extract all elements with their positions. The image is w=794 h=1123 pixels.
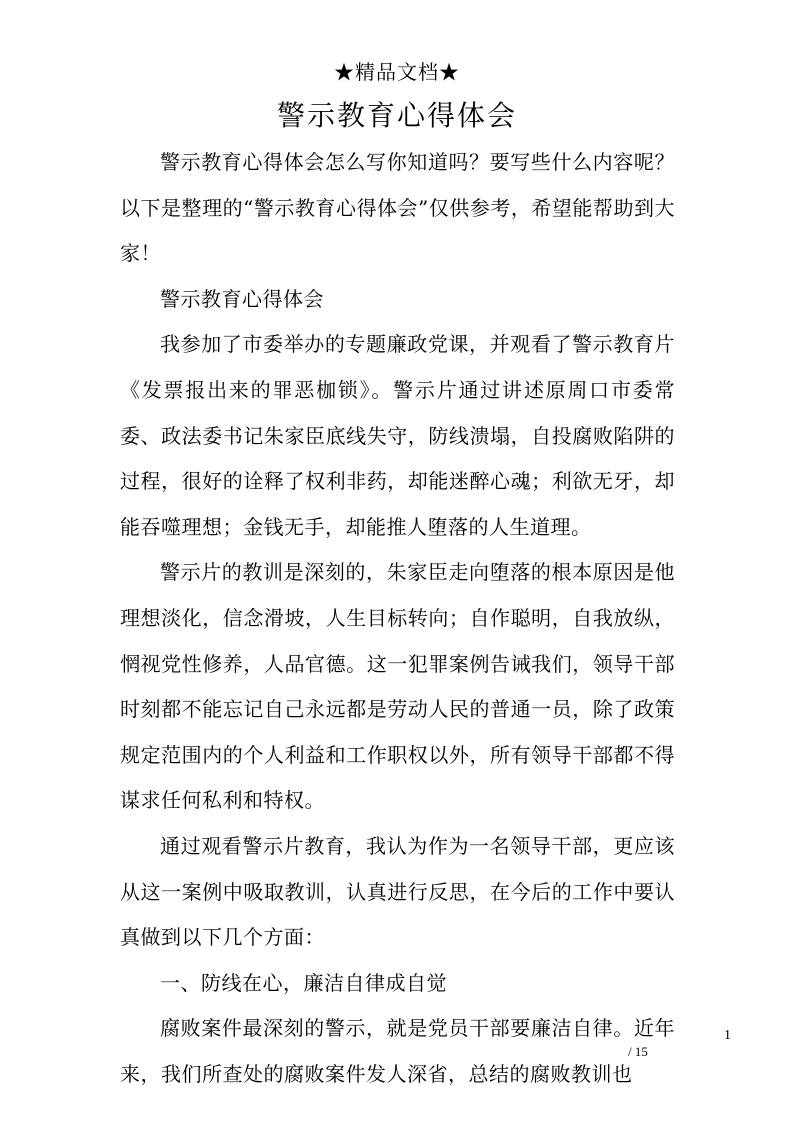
document-title: 警示教育心得体会: [276, 99, 517, 132]
paragraph: 腐败案件最深刻的警示，就是党员干部要廉洁自律。近年来，我们所查处的腐败案件发人深省，总结的腐败教训也: [120, 1016, 675, 1086]
section-heading: 警示教育心得体会: [160, 286, 324, 311]
paragraph: 警示片的教训是深刻的，朱家臣走向堕落的根本原因是他理想淡化，信念滑坡，人生目标转向；自作聪明，自我放纵，惘视党性修养，人品官德。这一犯罪案例告诫我们，领导干部时刻都不能忘记自己永远都是劳动人民的普通一员，除了政策规定范围内的个人利益和工作职权以外，所有领导干部都不得谋求任何私利和特权。: [120, 560, 675, 813]
paragraph-intro: 警示教育心得体会怎么写你知道吗？要写些什么内容呢？以下是整理的“警示教育心得体会”仅供参考，希望能帮助到大家！: [120, 150, 675, 266]
subsection-heading: 一、防线在心，廉洁自律成自觉: [160, 970, 447, 995]
header-banner: ★精品文档★: [334, 60, 460, 84]
page-number: 1: [724, 1028, 731, 1043]
document-body: [120, 140, 675, 1097]
paragraph: 通过观看警示片教育，我认为作为一名领导干部，更应该从这一案例中吸取教训，认真进行反思，在今后的工作中要认真做到以下几个方面：: [120, 833, 675, 950]
paragraph: 我参加了市委举办的专题廉政党课，并观看了警示教育片《发票报出来的罪恶枷锁》。警示片通过讲述原周口市委常委、政法委书记朱家臣底线失守，防线溃塌，自投腐败陷阱的过程，很好的诠释了权利非药，却能迷醉心魂；利欲无牙，却能吞噬理想；金钱无手，却能推人堕落的人生道理。: [120, 332, 675, 539]
page-total: / 15: [628, 1044, 648, 1059]
